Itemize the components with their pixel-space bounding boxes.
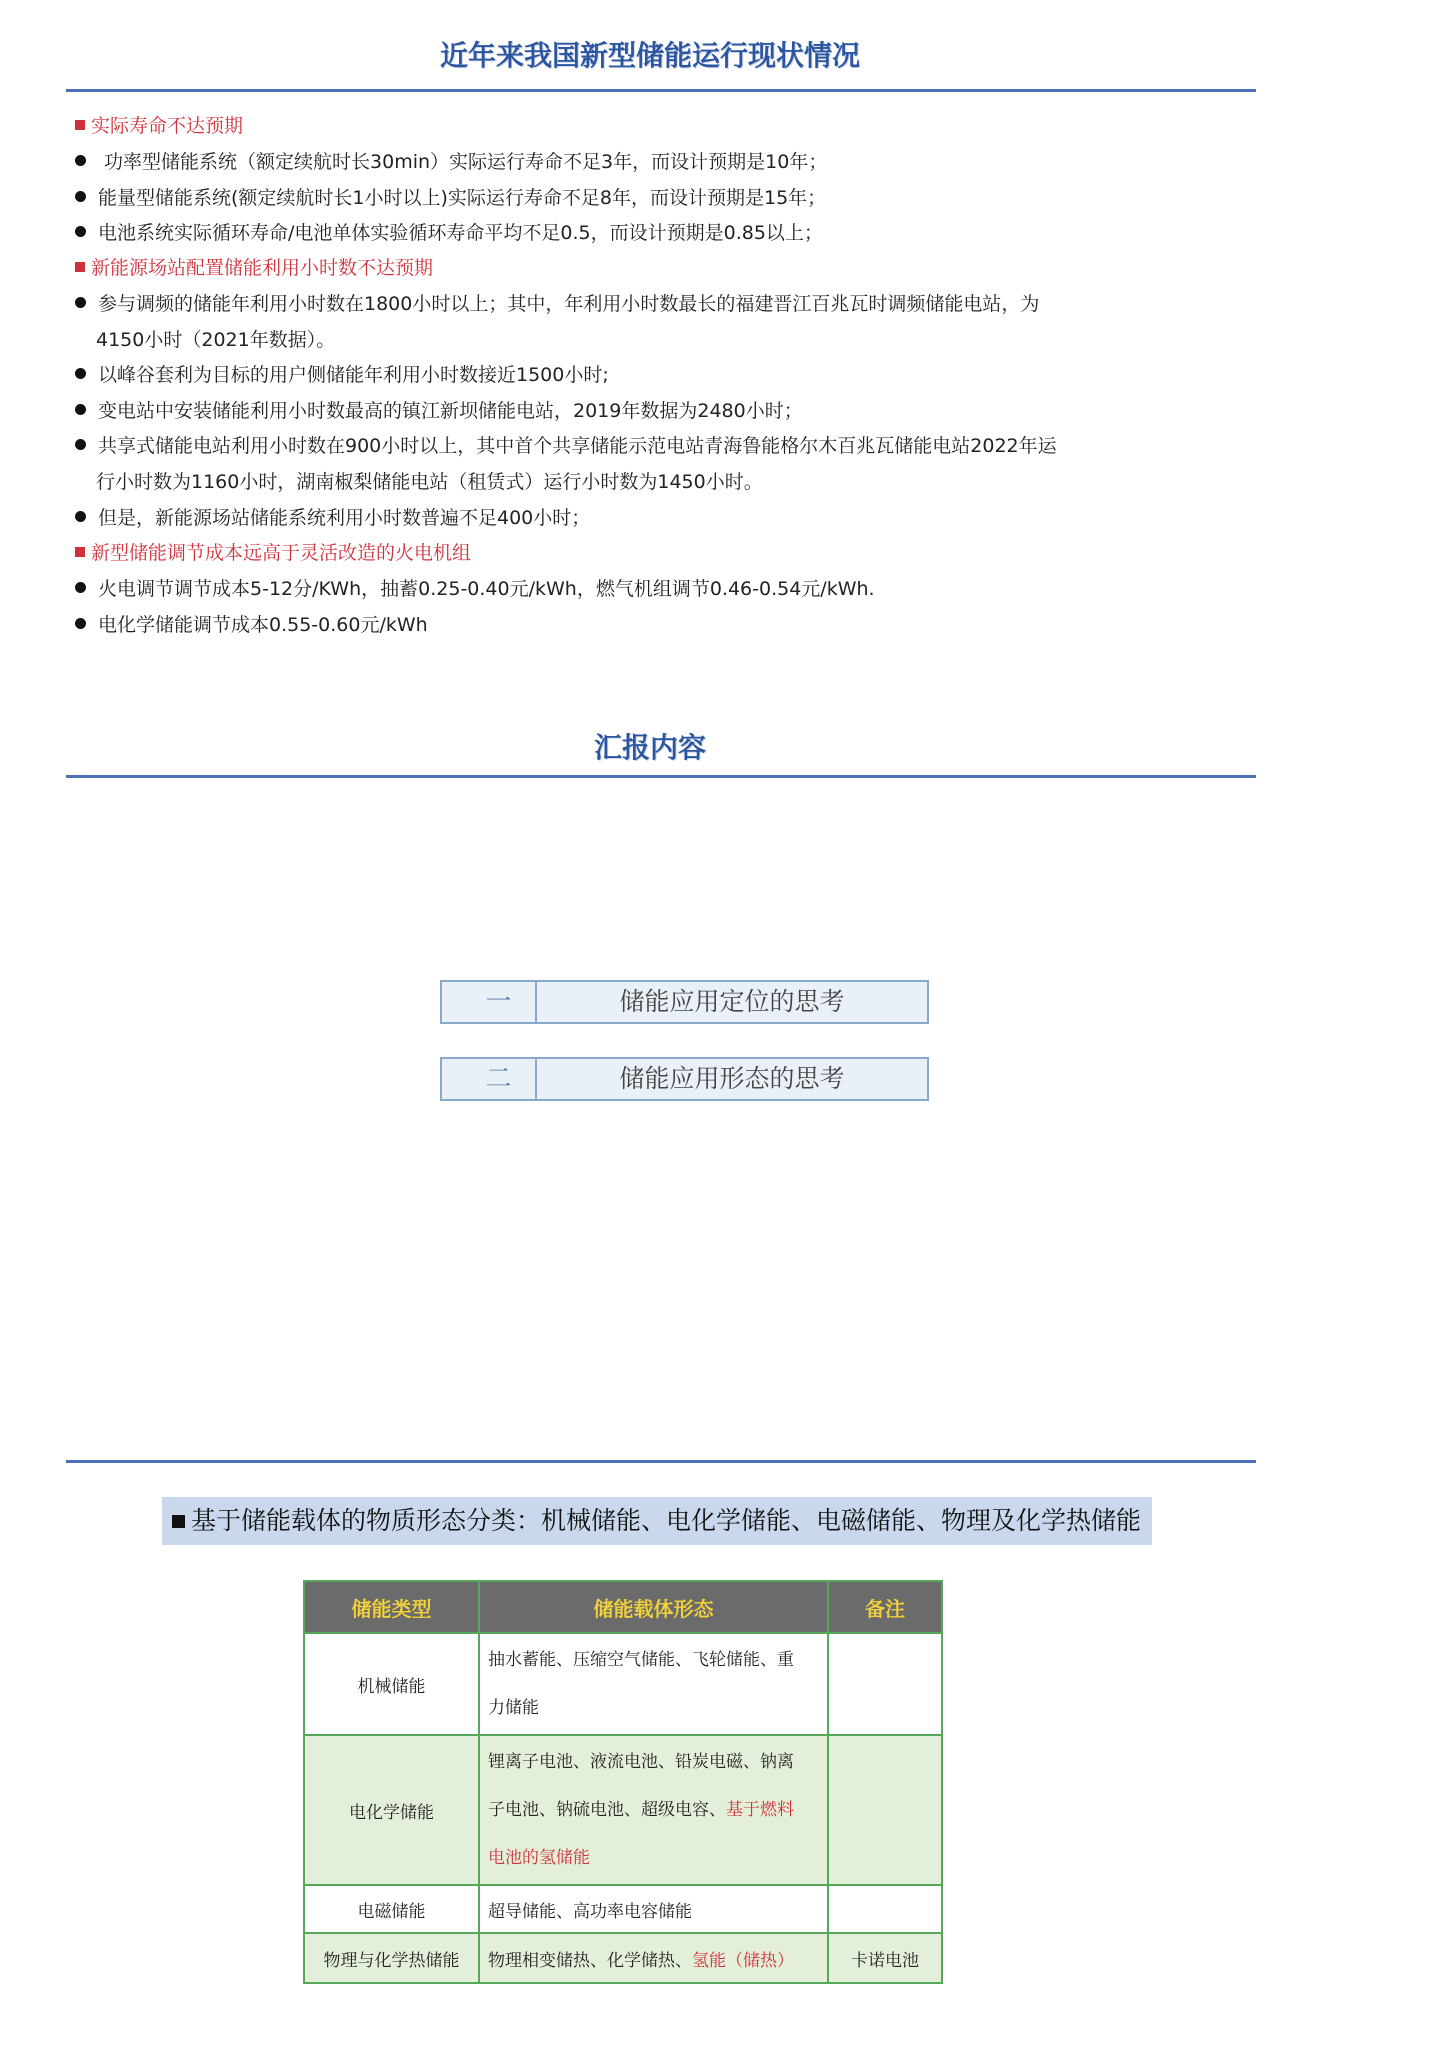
header-storage-type: 储能类型 — [304, 1581, 479, 1633]
cell-desc: 锂离子电池、液流电池、铅炭电磁、钠离 子电池、钠硫电池、超级电容、基于燃料 电池的氢储能 — [479, 1735, 828, 1885]
cell-type: 机械储能 — [304, 1633, 479, 1735]
table-header-row — [304, 1581, 942, 1633]
bullet-continuation: 4150小时（2021年数据）。 — [96, 329, 336, 351]
bullet-dot-icon — [75, 297, 86, 308]
cell-note — [828, 1735, 942, 1885]
highlighted-text: 基于燃料 — [726, 1800, 794, 1820]
red-square-icon — [75, 120, 85, 130]
red-square-icon — [75, 547, 85, 557]
bullet-item: 变电站中安装储能利用小时数最高的镇江新坝储能电站，2019年数据为2480小时； — [75, 396, 803, 423]
slide2-title: 汇报内容 — [593, 731, 706, 764]
bullet-dot-icon — [75, 191, 86, 202]
table-row — [304, 1735, 942, 1885]
bullet-item: 功率型储能系统（额定续航时长30min）实际运行寿命不足3年，而设计预期是10年； — [75, 147, 827, 174]
cell-desc: 超导储能、高功率电容储能 — [479, 1885, 828, 1933]
section-heading-lifespan: 实际寿命不达预期 — [75, 111, 243, 138]
cell-note: 卡诺电池 — [828, 1933, 942, 1983]
black-square-icon — [172, 1515, 185, 1528]
title-rule — [66, 775, 1256, 778]
bullet-item: 参与调频的储能年利用小时数在1800小时以上；其中，年利用小时数最长的福建晋江百兆瓦时调频储能电站，为 — [75, 289, 1039, 316]
bullet-item: 火电调节调节成本5-12分/KWh，抽蓄0.25-0.40元/kWh，燃气机组调节0.46-0.54元/kWh. — [75, 574, 875, 601]
bullet-dot-icon — [75, 155, 86, 166]
bullet-item: 以峰谷套利为目标的用户侧储能年利用小时数接近1500小时; — [75, 360, 609, 387]
bullet-item: 电化学储能调节成本0.55-0.60元/kWh — [75, 610, 428, 637]
title-rule — [66, 89, 1256, 92]
cell-desc: 抽水蓄能、压缩空气储能、飞轮储能、重 力储能 — [479, 1633, 828, 1735]
cell-note — [828, 1885, 942, 1933]
bullet-dot-icon — [75, 618, 86, 629]
cell-desc: 物理相变储热、化学储热、氢能（储热） — [479, 1933, 828, 1983]
slide1-title: 近年来我国新型储能运行现状情况 — [439, 39, 860, 72]
table-row — [304, 1633, 942, 1735]
bullet-dot-icon — [75, 511, 86, 522]
agenda-number-2: 二 — [440, 1057, 557, 1101]
agenda-item-2: 储能应用形态的思考 — [535, 1057, 929, 1101]
bullet-dot-icon — [75, 404, 86, 415]
cell-note — [828, 1633, 942, 1735]
cell-type: 物理与化学热储能 — [304, 1933, 479, 1983]
bullet-item: 但是，新能源场站储能系统利用小时数普遍不足400小时； — [75, 503, 590, 530]
bullet-continuation: 行小时数为1160小时，湖南椒梨储能电站（租赁式）运行小时数为1450小时。 — [96, 471, 763, 493]
cell-type: 电化学储能 — [304, 1735, 479, 1885]
red-square-icon — [75, 262, 85, 272]
section-rule — [66, 1460, 1256, 1463]
bullet-dot-icon — [75, 368, 86, 379]
highlighted-text: 电池的氢储能 — [488, 1848, 590, 1868]
cell-type: 电磁储能 — [304, 1885, 479, 1933]
storage-type-table — [303, 1580, 943, 1984]
classification-banner: 基于储能载体的物质形态分类：机械储能、电化学储能、电磁储能、物理及化学热储能 — [162, 1497, 1152, 1545]
header-notes: 备注 — [828, 1581, 942, 1633]
header-carrier-form: 储能载体形态 — [479, 1581, 828, 1633]
bullet-dot-icon — [75, 226, 86, 237]
section-heading-utilization: 新能源场站配置储能利用小时数不达预期 — [75, 253, 433, 280]
agenda-number-1: 一 — [440, 980, 557, 1024]
bullet-dot-icon — [75, 582, 86, 593]
table-row — [304, 1933, 942, 1983]
highlighted-text: 氢能（储热） — [692, 1950, 794, 1971]
section-heading-cost: 新型储能调节成本远高于灵活改造的火电机组 — [75, 538, 471, 565]
bullet-dot-icon — [75, 439, 86, 450]
agenda-item-1: 储能应用定位的思考 — [535, 980, 929, 1024]
table-row — [304, 1885, 942, 1933]
bullet-item: 共享式储能电站利用小时数在900小时以上，其中首个共享储能示范电站青海鲁能格尔木百兆瓦储能电站2022年运 — [75, 431, 1057, 458]
bullet-item: 电池系统实际循环寿命/电池单体实验循环寿命平均不足0.5，而设计预期是0.85以上； — [75, 218, 823, 245]
bullet-item: 能量型储能系统(额定续航时长1小时以上)实际运行寿命不足8年，而设计预期是15年； — [75, 183, 826, 210]
